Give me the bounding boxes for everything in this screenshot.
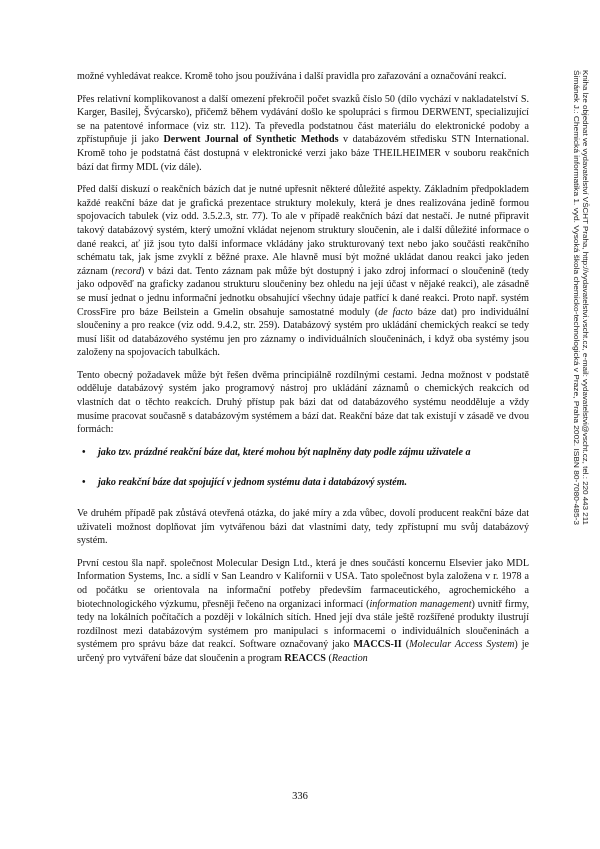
- side-note-line-2: Kniha lze objednat ve vydavatelství VŠCHT Praha, http://vydavatelstvi.vscht.cz, e-mail: vydavatelstvi@vscht.cz, tel.: 220 443 211: [581, 70, 588, 470]
- record-term: record: [114, 265, 142, 277]
- de-facto-term: de facto: [378, 306, 413, 318]
- paragraph-2: [77, 93, 529, 175]
- paragraph-3-text-a: Před další diskuzí o reakčních bázích dat je nutné upřesnit některé důležité aspekty. Základním předpokladem každé reakční báze dat je grafická prezentace struktury molekuly, která je dnes realizována jedině formou spojovacích tabulek (viz odd. 3.5.2.3, str. 77). To ale v případě reakčních bází dat nestačí. Je nutné připravit takový databázový systém, který umožní vkládat nejenom struktury sloučenin, ale i další důležité informace o dané reakci, ať již jsou tyto další informace vkládány jako strukturovaný text nebo jako součásti reakčního schématu tak, jak jsme zvyklí z běžné praxe. Ale hlavně musí být možné ukládat danou reakci jako jeden záznam (: [77, 184, 529, 277]
- side-note: [568, 70, 592, 530]
- maccs-term: MACCS-II: [353, 639, 402, 651]
- page-number: 336: [292, 791, 308, 802]
- paragraph-6-text-a: První cestou šla např. společnost Molecular Design Ltd., která je dnes součástí koncernu Elsevier jako MDL Information Systems, Inc. a sídlí v San Leandro v Kalifornii v USA. Tato společnost byla založena v r. 1978 a od počátku se orientovala na informační potřeby především farmaceutického, agrochemického a biotechnologického výzkumu, přesněji řečeno na organizaci informací (: [77, 557, 529, 610]
- reaccs-term: REACCS: [284, 652, 326, 664]
- paragraph-3-text-c: ) v bázi dat. Tento záznam pak může být dostupný i jako zdroj informací o sloučenině (tedy jako odpověď na graficky zadanou strukturu sloučeniny bez ohledu na její účast v nějaké reakci), ale zásadně se musí jednat o jednu informační jednotku obsahující všechny údaje patřící k dané reakci. Proto např. systém CrossFire pro báze Beilstein a Gmelin obsahuje samostatné moduly (: [77, 265, 529, 318]
- derwent-journal-title: Derwent Journal of Synthetic Methods: [163, 134, 339, 146]
- paragraph-6-text-i: (: [325, 652, 332, 664]
- paragraph-3: [77, 183, 529, 360]
- paragraph-6: [77, 557, 529, 666]
- page-body: [77, 70, 529, 675]
- paragraph-6-text-e: (: [401, 639, 410, 651]
- reaction-term: Reaction: [331, 652, 368, 664]
- paragraph-6-text-g: ) je určený pro vytváření báze dat sloučenin a program: [77, 639, 530, 664]
- bullet-item: [77, 446, 529, 460]
- bullet-icon: •: [82, 477, 86, 489]
- bullet-item: [77, 476, 529, 490]
- paragraph-2-text-a: Přes relativní komplikovanost a další omezení překročil počet svazků číslo 50 (dílo vychází v nakladatelství S. Karger, Basilej, Švýcarsko), přičemž během vydávání došlo ke spolupráci s firmou DERWENT, specializující se na patentové informace (viz str. 112). Ta převedla podstatnou část materiálu do elektronické podoby a zpřístupňuje ji jako: [77, 93, 529, 146]
- paragraph-1: možné vyhledávat reakce. Kromě toho jsou používána i další pravidla pro zařazování a označování reakcí.: [77, 71, 507, 82]
- paragraph-5: Ve druhém případě pak zůstává otevřená otázka, do jaké míry a zda vůbec, dovolí producent reakční báze dat uživateli možnost doplňovat jím vytvářenou bázi dat vlastními daty, tedy zpřístupní mu svůj databázový systém.: [77, 508, 529, 547]
- molecular-access-system-term: Molecular Access System: [409, 639, 515, 651]
- information-management-term: information management: [369, 598, 472, 610]
- bullet-item-text: jako reakční báze dat spojující v jednom systému data i databázový systém.: [98, 477, 407, 489]
- bullet-item-text: jako tzv. prázdné reakční báze dat, které mohou být naplněny daty podle zájmu uživatele a: [98, 446, 471, 458]
- paragraph-4: Tento obecný požadavek může být řešen dvěma principiálně rozdílnými cestami. Jedna možnost v podstatě odděluje databázový systém jako programový nástroj pro ukládání záznamů o chemických reakcích od vlastních dat o těchto reakcích. Druhý přístup pak bázi dat od databázového systému neodděluje a vždy musíme pracovat současně s databázovým systémem a bází dat. Reakční báze dat tak existují v zásadě ve dvou formách:: [77, 369, 529, 436]
- bullet-list: [77, 446, 529, 490]
- paragraph-2-text-c: v databázovém středisku STN International. Kromě toho je podstatná část dostupná v elektronické verzi jako báze THEILHEIMER v souboru reakčních bází dat firmy MDL (viz dále).: [77, 134, 529, 173]
- paragraph-6-text-c: ) uvnitř firmy, tedy na lokálních počítačích a později v lokálních sítích. Hned její dva stále ještě rozšířené produkty ilustrují rozdílnost mezi databázovým systémem pro manipulaci s informacemi o individuálních sloučeninách a systémem pro správu báze dat reakcí. Software označovaný jako: [77, 598, 529, 651]
- side-note-line-1: Šimánek J.: Chemická informatika 1. vyd. Vysoká škola chemicko-technologická v Praze, Praha 2002. ISBN 80-7080-485-3: [572, 70, 579, 452]
- side-note-svg: [568, 70, 592, 530]
- paragraph-3-text-e: báze dat) pro individuální sloučeniny a pro reakce (viz odd. 9.4.2, str. 259). Databázový systém pro ukládání chemických reakcí se tedy musí lišit od databázového systému jen pro záznamy o individuálních sloučeninách, i když oba systémy jsou založeny na spojovacích tabulkách.: [77, 306, 529, 359]
- bullet-icon: •: [82, 446, 86, 458]
